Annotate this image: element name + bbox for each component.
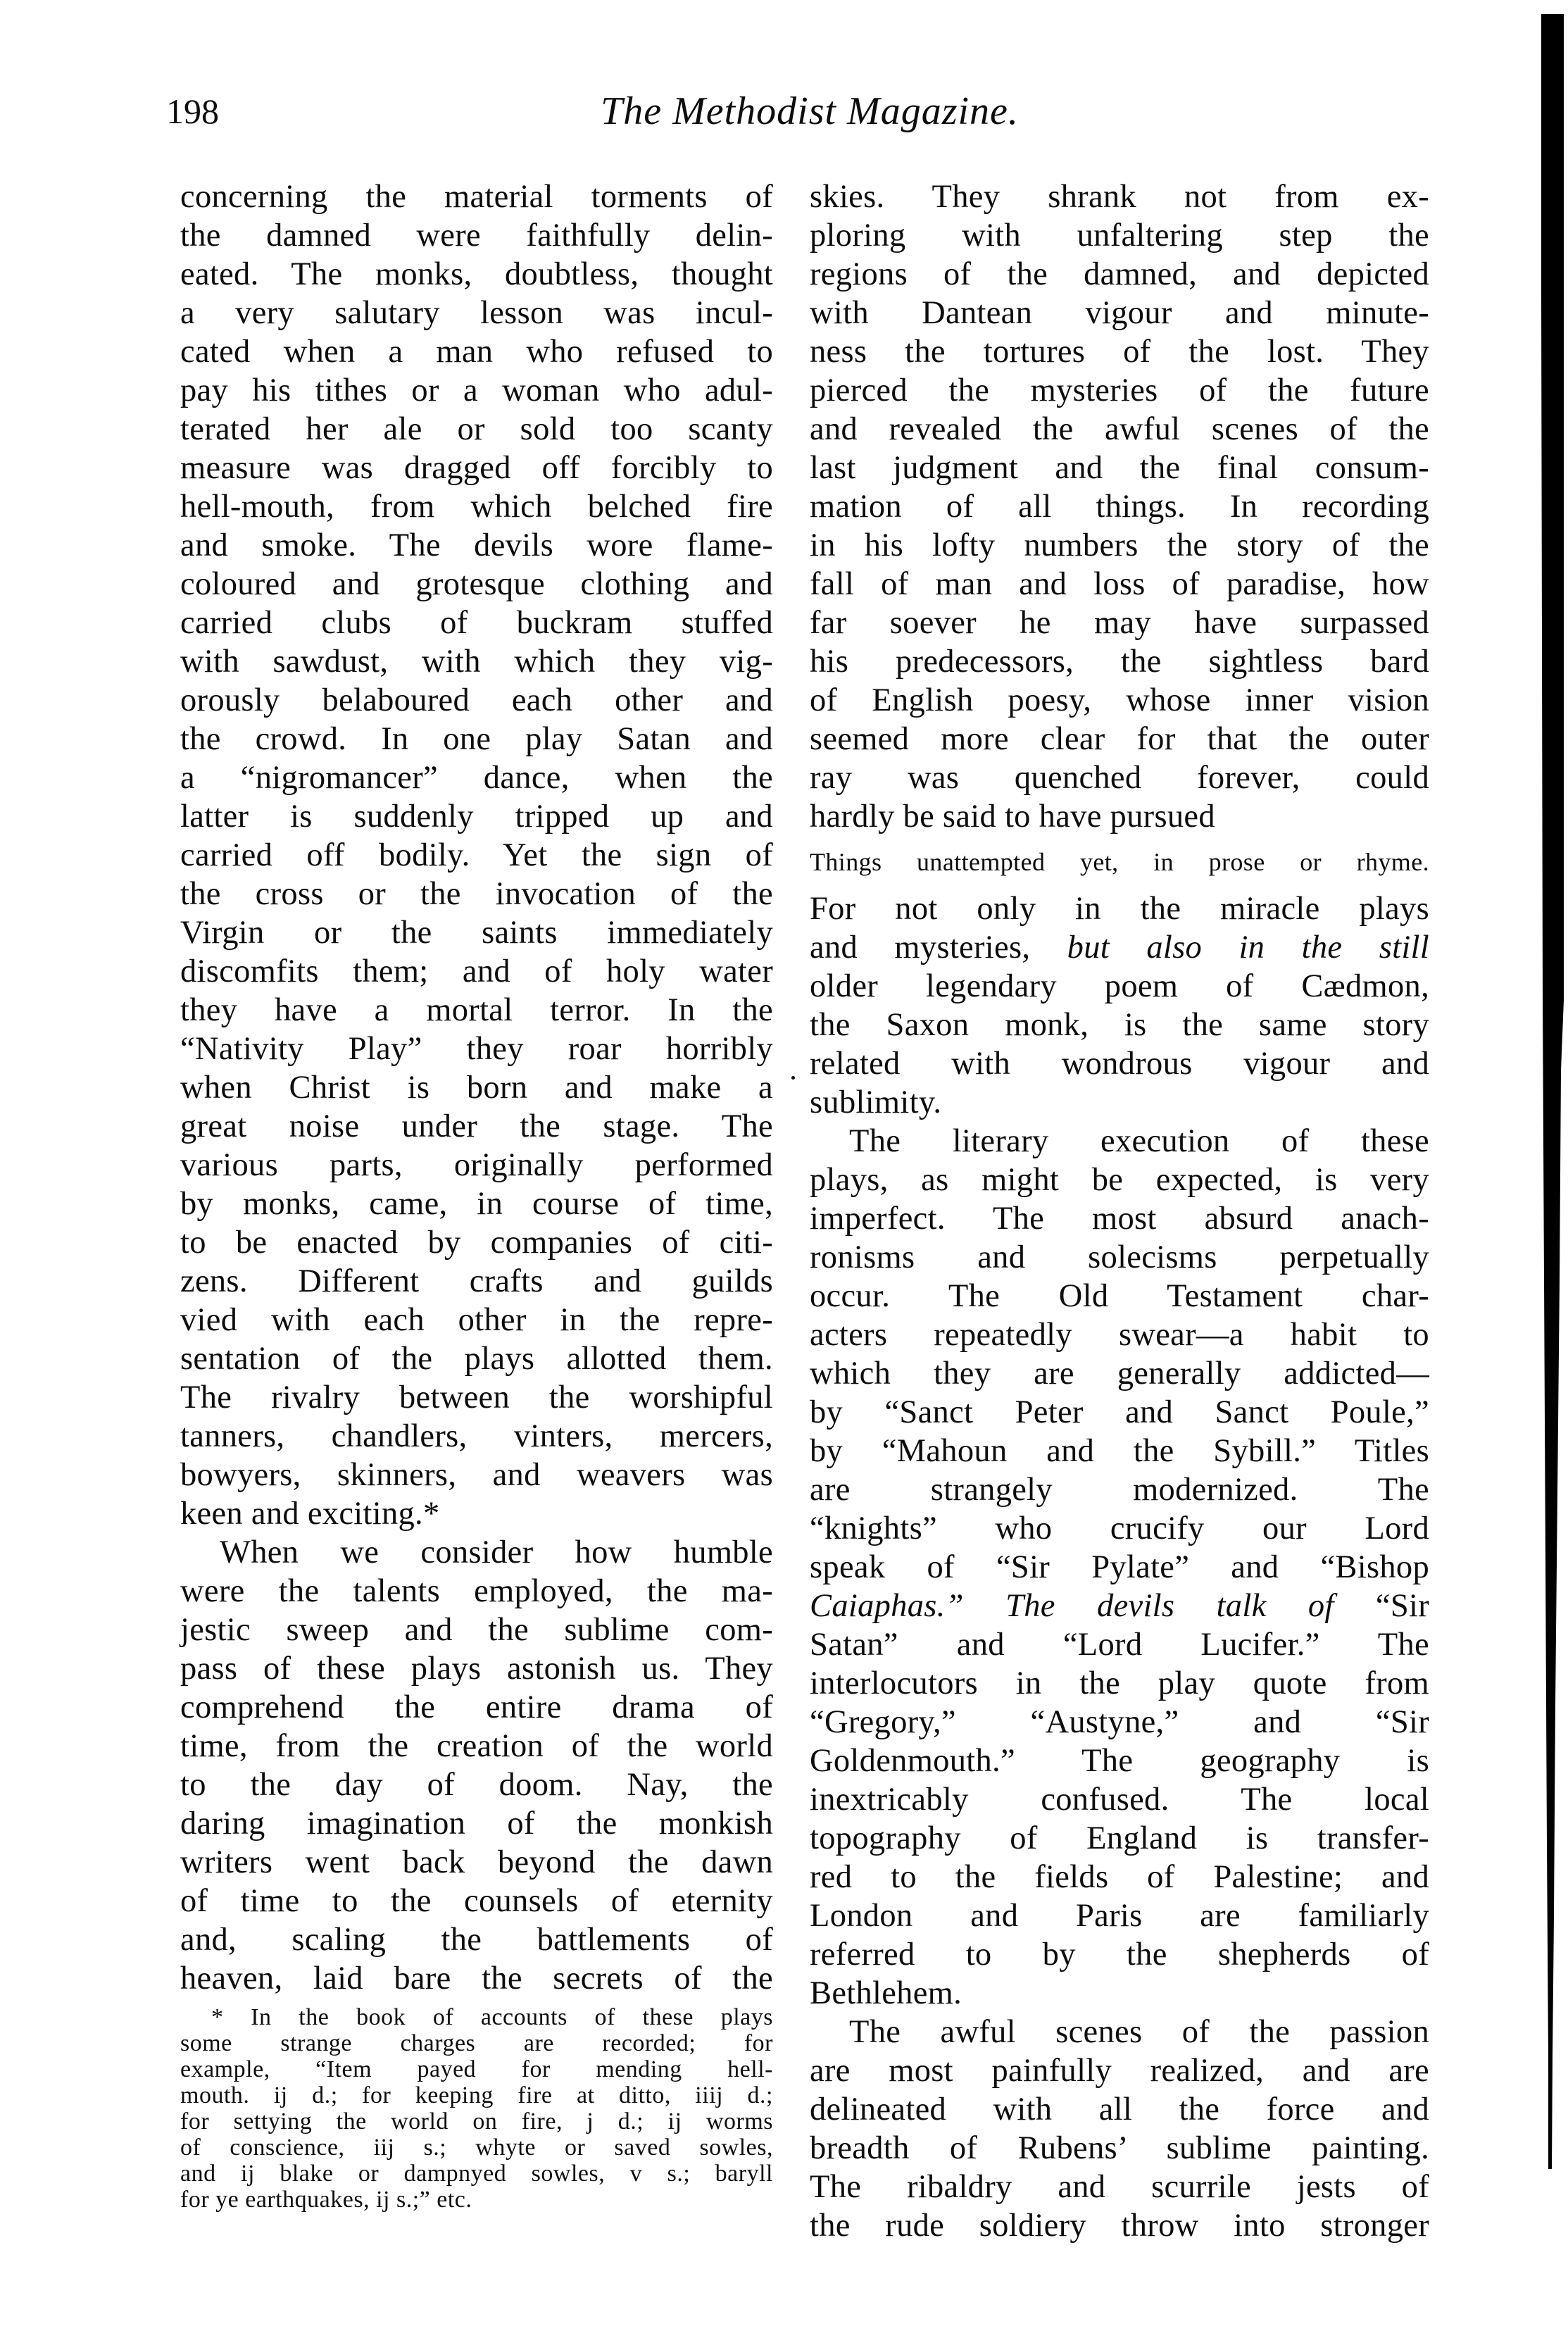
text-line: eated. The monks, doubtless, thought bbox=[180, 256, 773, 292]
running-head bbox=[0, 83, 1568, 139]
text-line: of English poesy, whose inner vision bbox=[810, 682, 1429, 718]
text-line: acters repeatedly swear—a habit to bbox=[810, 1317, 1429, 1353]
text-line: vied with each other in the repre- bbox=[180, 1302, 773, 1338]
footnote-line: for settying the world on fire, j d.; ij worms bbox=[180, 2108, 773, 2134]
text-line: Satan” and “Lord Lucifer.” The bbox=[810, 1627, 1429, 1663]
italic-run: but also in the still bbox=[1067, 930, 1429, 965]
text-line: daring imagination of the monkish bbox=[180, 1806, 773, 1842]
footnote-line: for ye earthquakes, ij s.;” etc. bbox=[180, 2187, 472, 2213]
text-line: discomfits them; and of holy water bbox=[180, 954, 773, 989]
text-line: imperfect. The most absurd anach- bbox=[810, 1201, 1429, 1237]
text-line: are strangely modernized. The bbox=[810, 1472, 1429, 1508]
text-line: various parts, originally performed bbox=[180, 1147, 773, 1183]
text-line: The rivalry between the worshipful bbox=[180, 1380, 773, 1415]
text-line-mixed-italic bbox=[810, 1587, 1429, 1625]
text-line: heaven, laid bare the secrets of the bbox=[180, 1961, 773, 1996]
roman-run: “Sir bbox=[1334, 1588, 1430, 1624]
footnote-line: * In the book of accounts of these plays bbox=[211, 2004, 773, 2030]
text-line: concerning the material torments of bbox=[180, 179, 773, 215]
text-line: the rude soldiery throw into stronger bbox=[810, 2208, 1429, 2244]
text-line: related with wondrous vigour and bbox=[810, 1046, 1429, 1082]
text-line: when Christ is born and make a bbox=[180, 1070, 773, 1106]
text-line: skies. They shrank not from ex- bbox=[810, 179, 1429, 215]
text-line: of time to the counsels of eternity bbox=[180, 1883, 773, 1919]
text-line: delineated with all the force and bbox=[810, 2092, 1429, 2127]
text-line: topography of England is transfer- bbox=[810, 1820, 1429, 1856]
text-line: red to the fields of Palestine; and bbox=[810, 1859, 1429, 1895]
text-line: by “Sanct Peter and Sanct Poule,” bbox=[810, 1394, 1429, 1430]
text-line: seemed more clear for that the outer bbox=[810, 721, 1429, 757]
text-line: older legendary poem of Cædmon, bbox=[810, 968, 1429, 1004]
text-line: inextricably confused. The local bbox=[810, 1782, 1429, 1818]
text-line: coloured and grotesque clothing and bbox=[180, 566, 773, 602]
text-line: occur. The Old Testament char- bbox=[810, 1278, 1429, 1314]
text-line: far soever he may have surpassed bbox=[810, 605, 1429, 641]
text-line: and revealed the awful scenes of the bbox=[810, 411, 1429, 447]
footnote-line: some strange charges are recorded; for bbox=[180, 2030, 773, 2056]
text-line: are most painfully realized, and are bbox=[810, 2053, 1429, 2089]
text-line: the cross or the invocation of the bbox=[180, 876, 773, 912]
text-line: “Nativity Play” they roar horribly bbox=[180, 1031, 773, 1067]
text-line: by monks, came, in course of time, bbox=[180, 1186, 773, 1222]
text-line: fall of man and loss of paradise, how bbox=[810, 566, 1429, 602]
footnote bbox=[180, 2004, 773, 2213]
text-line: measure was dragged off forcibly to bbox=[180, 450, 773, 486]
ink-speck-icon bbox=[791, 1076, 795, 1080]
text-line: For not only in the miracle plays bbox=[810, 891, 1429, 927]
text-line: comprehend the entire drama of bbox=[180, 1689, 773, 1725]
text-line: London and Paris are familiarly bbox=[810, 1898, 1429, 1934]
text-line: hardly be said to have pursued bbox=[810, 799, 1215, 834]
text-line: tanners, chandlers, vinters, mercers, bbox=[180, 1418, 773, 1454]
text-line: jestic sweep and the sublime com- bbox=[180, 1612, 773, 1648]
text-line: regions of the damned, and depicted bbox=[810, 256, 1429, 292]
text-line: speak of “Sir Pylate” and “Bishop bbox=[810, 1549, 1429, 1585]
text-line: with Dantean vigour and minute- bbox=[810, 295, 1429, 331]
text-line: and smoke. The devils wore flame- bbox=[180, 527, 773, 563]
page-number: 198 bbox=[166, 92, 219, 131]
text-line: carried off bodily. Yet the sign of bbox=[180, 837, 773, 873]
text-line: Virgin or the saints immediately bbox=[180, 915, 773, 951]
paragraph-start-line: The awful scenes of the passion bbox=[849, 2014, 1429, 2050]
text-line: zens. Different crafts and guilds bbox=[180, 1263, 773, 1299]
text-line: the crowd. In one play Satan and bbox=[180, 721, 773, 757]
text-line: ray was quenched forever, could bbox=[810, 760, 1429, 796]
text-line: interlocutors in the play quote from bbox=[810, 1665, 1429, 1701]
footnote-line: of conscience, iij s.; whyte or saved sowles, bbox=[180, 2134, 773, 2161]
text-line: in his lofty numbers the story of the bbox=[810, 527, 1429, 563]
text-line: Bethlehem. bbox=[810, 1975, 962, 2011]
text-line: The ribaldry and scurrile jests of bbox=[810, 2169, 1429, 2205]
text-line: to the day of doom. Nay, the bbox=[180, 1767, 773, 1803]
right-column bbox=[810, 177, 1429, 2245]
text-line: a “nigromancer” dance, when the bbox=[180, 760, 773, 796]
text-line: latter is suddenly tripped up and bbox=[180, 799, 773, 834]
text-line: ploring with unfaltering step the bbox=[810, 218, 1429, 254]
text-line: to be enacted by companies of citi- bbox=[180, 1225, 773, 1261]
text-line: bowyers, skinners, and weavers was bbox=[180, 1457, 773, 1493]
text-line: orously belaboured each other and bbox=[180, 682, 773, 718]
text-line: and, scaling the battlements of bbox=[180, 1922, 773, 1958]
text-line-with-footnote-ref: keen and exciting.* bbox=[180, 1496, 440, 1532]
text-line: breadth of Rubens’ sublime painting. bbox=[810, 2130, 1429, 2166]
text-line: by “Mahoun and the Sybill.” Titles bbox=[810, 1433, 1429, 1469]
text-line: a very salutary lesson was incul- bbox=[180, 295, 773, 331]
text-line: great noise under the stage. The bbox=[180, 1108, 773, 1144]
text-line: referred to by the shepherds of bbox=[810, 1937, 1429, 1973]
italic-run: Caiaphas.” The devils talk of bbox=[810, 1588, 1334, 1624]
text-line: his predecessors, the sightless bard bbox=[810, 644, 1429, 680]
text-line: “knights” who crucify our Lord bbox=[810, 1511, 1429, 1546]
text-line: last judgment and the final consum- bbox=[810, 450, 1429, 486]
text-line: “Gregory,” “Austyne,” and “Sir bbox=[810, 1704, 1429, 1740]
paragraph-start-line: The literary execution of these bbox=[849, 1123, 1429, 1159]
text-line: carried clubs of buckram stuffed bbox=[180, 605, 773, 641]
text-line: pay his tithes or a woman who adul- bbox=[180, 373, 773, 408]
text-line: they have a mortal terror. In the bbox=[180, 992, 773, 1028]
text-line: pass of these plays astonish us. They bbox=[180, 1651, 773, 1687]
binding-shadow-shape bbox=[1538, 14, 1564, 2169]
text-line: with sawdust, with which they vig- bbox=[180, 644, 773, 680]
text-line: sublimity. bbox=[810, 1084, 942, 1120]
text-line: cated when a man who refused to bbox=[180, 334, 773, 370]
text-line-mixed-italic bbox=[810, 928, 1429, 967]
roman-run: and mysteries, bbox=[810, 930, 1067, 965]
text-line: terated her ale or sold too scanty bbox=[180, 411, 773, 447]
text-line: sentation of the plays allotted them. bbox=[180, 1341, 773, 1377]
text-line: plays, as might be expected, is very bbox=[810, 1162, 1429, 1198]
text-line: Goldenmouth.” The geography is bbox=[810, 1743, 1429, 1779]
text-line: the damned were faithfully delin- bbox=[180, 218, 773, 254]
text-line: were the talents employed, the ma- bbox=[180, 1573, 773, 1609]
binding-shadow-bar-icon bbox=[1538, 14, 1564, 2169]
footnote-line: example, “Item payed for mending hell- bbox=[180, 2056, 773, 2082]
text-line: the Saxon monk, is the same story bbox=[810, 1007, 1429, 1043]
footnote-line: mouth. ij d.; for keeping fire at ditto, iiij d.; bbox=[180, 2082, 773, 2108]
text-line: pierced the mysteries of the future bbox=[810, 373, 1429, 408]
text-line: mation of all things. In recording bbox=[810, 489, 1429, 525]
left-column bbox=[180, 177, 773, 1998]
text-line: hell-mouth, from which belched fire bbox=[180, 489, 773, 525]
footnote-line: and ij blake or dampnyed sowles, v s.; baryll bbox=[180, 2161, 773, 2187]
paragraph-start-line: When we consider how humble bbox=[220, 1534, 773, 1570]
text-line: ness the tortures of the lost. They bbox=[810, 334, 1429, 370]
journal-title: The Methodist Magazine. bbox=[601, 89, 1019, 133]
text-line: ronisms and solecisms perpetually bbox=[810, 1239, 1429, 1275]
text-line: writers went back beyond the dawn bbox=[180, 1844, 773, 1880]
verse-quotation: Things unattempted yet, in prose or rhyme. bbox=[810, 848, 1429, 876]
text-line: time, from the creation of the world bbox=[180, 1728, 773, 1764]
text-line: which they are generally addicted— bbox=[810, 1356, 1429, 1392]
